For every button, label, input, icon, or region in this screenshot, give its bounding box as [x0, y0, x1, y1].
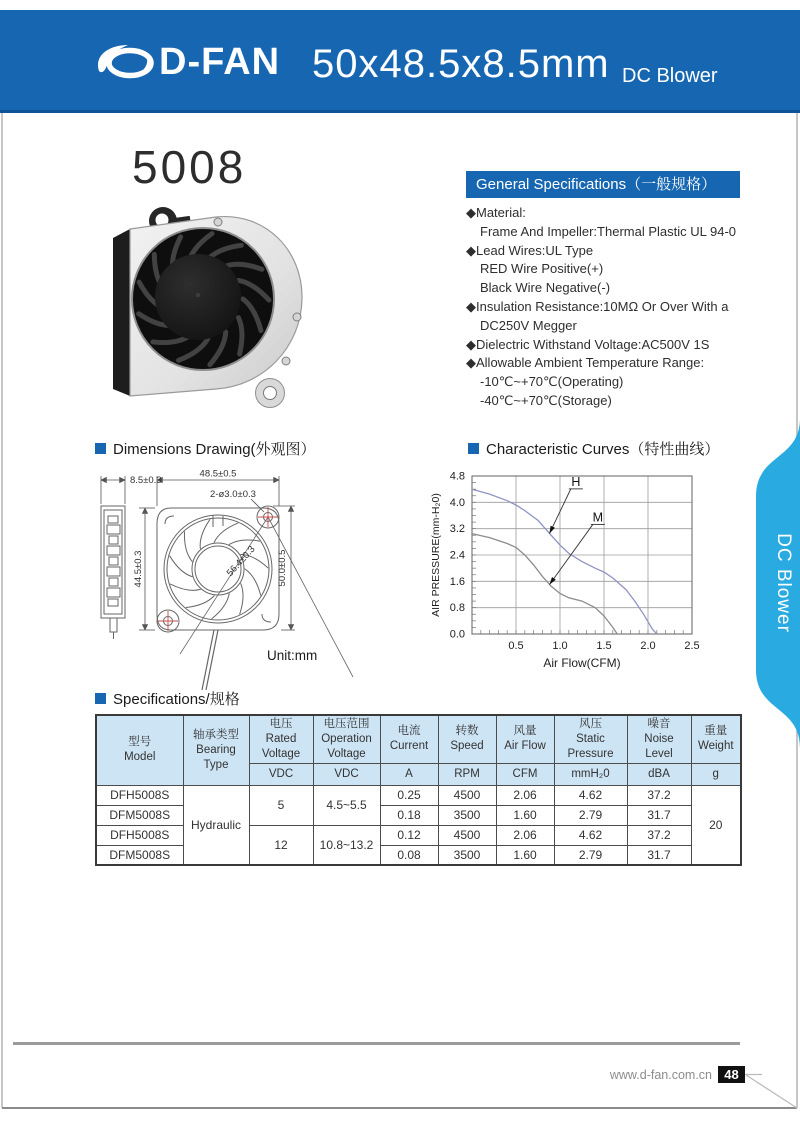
unit-pressure: mmH₂0 [554, 763, 627, 785]
spec-item: ◆Insulation Resistance:10MΩ Or Over With a [466, 298, 729, 314]
section-dimensions [95, 438, 316, 459]
svg-text:1.5: 1.5 [596, 640, 612, 652]
unit-rated-voltage: VDC [249, 763, 313, 785]
col-header-bearing: 轴承类型 Bearing Type [183, 715, 249, 785]
col-header-pressure: 风压 Static Pressure [554, 715, 627, 763]
brand-name: D-FAN [159, 40, 281, 83]
footer-rule [13, 1042, 740, 1045]
specifications-table [95, 714, 742, 866]
section-bullet-icon [95, 443, 106, 454]
dimensions-drawing [85, 462, 415, 697]
svg-text:2.0: 2.0 [640, 640, 656, 652]
side-tab-label: DC Blower [773, 533, 794, 633]
spec-item: DC250V Megger [480, 317, 577, 333]
cell-rated: 5 [249, 785, 313, 825]
col-header-model: 型号 Model [96, 715, 183, 785]
spec-item: ◆Dielectric Withstand Voltage:AC500V 1S [466, 336, 710, 352]
svg-text:0.5: 0.5 [508, 640, 524, 652]
cell-current: 0.12 [380, 825, 438, 845]
cell-pressure: 2.79 [554, 845, 627, 865]
dim-diagonal-label: 56.4±0.3 [224, 543, 258, 579]
cell-operation: 10.8~13.2 [313, 825, 380, 865]
svg-text:3.2: 3.2 [449, 523, 465, 536]
svg-text:2.5: 2.5 [684, 640, 700, 652]
cell-model: DFM5008S [96, 845, 183, 865]
spec-item: ◆Lead Wires:UL Type [466, 242, 594, 258]
section-title-text: Characteristic Curves（特性曲线） [486, 441, 720, 458]
cell-current: 0.25 [380, 785, 438, 805]
cell-model: DFH5008S [96, 785, 183, 805]
spec-item: -10℃~+70℃(Operating) [480, 374, 624, 390]
svg-text:0.8: 0.8 [449, 602, 465, 615]
page-title: 50x48.5x8.5mm [312, 42, 610, 86]
cell-rated: 12 [249, 825, 313, 865]
section-bullet-icon [468, 443, 479, 454]
page-subtitle: DC Blower [622, 65, 718, 87]
cell-airflow: 2.06 [496, 825, 554, 845]
table-row [96, 785, 741, 805]
col-header-current: 电流 Current [380, 715, 438, 763]
website-link[interactable]: www.d-fan.com.cn [609, 1068, 712, 1082]
spec-item: Frame And Impeller:Thermal Plastic UL 94-0 [480, 223, 737, 239]
unit-label: Unit:mm [267, 648, 318, 663]
section-curves [468, 438, 719, 459]
spec-item: ◆Material: [466, 205, 526, 220]
spec-item: -40℃~+70℃(Storage) [480, 392, 612, 408]
cell-speed: 3500 [438, 845, 496, 865]
cell-airflow: 1.60 [496, 805, 554, 825]
cell-operation: 4.5~5.5 [313, 785, 380, 825]
svg-text:M: M [592, 510, 604, 525]
model-number: 5008 [132, 141, 247, 193]
col-header-airflow: 风量 Air Flow [496, 715, 554, 763]
cell-airflow: 1.60 [496, 845, 554, 865]
spec-item: ◆Allowable Ambient Temperature Range: [466, 355, 705, 371]
unit-operation-voltage: VDC [313, 763, 380, 785]
cell-noise: 37.2 [627, 825, 691, 845]
dim-holes-label: 2-ø3.0±0.3 [210, 489, 256, 500]
unit-weight: g [691, 763, 741, 785]
cell-airflow: 2.06 [496, 785, 554, 805]
cell-model: DFH5008S [96, 825, 183, 845]
cell-speed: 4500 [438, 785, 496, 805]
svg-text:2.4: 2.4 [449, 549, 465, 562]
spec-item: RED Wire Positive(+) [480, 261, 604, 277]
dc-blower-side-tab [756, 418, 800, 748]
page-header [0, 10, 800, 113]
section-title-text: Dimensions Drawing(外观图） [113, 441, 316, 458]
col-header-rated-voltage: 电压 Rated Voltage [249, 715, 313, 763]
fan-swoosh-icon [95, 38, 157, 86]
unit-noise: dBA [627, 763, 691, 785]
characteristic-curves-chart [428, 462, 703, 677]
spec-item: Black Wire Negative(-) [480, 280, 611, 296]
col-header-weight: 重量 Weight [691, 715, 741, 763]
svg-text:4.0: 4.0 [449, 496, 465, 509]
dim-height-left-label: 44.5±0.3 [133, 550, 144, 588]
brand-logo [95, 38, 280, 86]
col-header-noise: 噪音 Noise Level [627, 715, 691, 763]
cell-bearing: Hydraulic [183, 785, 249, 865]
section-title-text: Specifications/规格 [113, 691, 240, 708]
cell-model: DFM5008S [96, 805, 183, 825]
svg-text:H: H [571, 474, 581, 489]
general-specs-banner: General Specifications（一般规格） [466, 171, 740, 198]
general-specs-list [466, 204, 756, 411]
cell-speed: 3500 [438, 805, 496, 825]
unit-airflow: CFM [496, 763, 554, 785]
cell-speed: 4500 [438, 825, 496, 845]
unit-current: A [380, 763, 438, 785]
cell-pressure: 4.62 [554, 825, 627, 845]
cell-noise: 37.2 [627, 785, 691, 805]
cell-current: 0.08 [380, 845, 438, 865]
svg-text:4.8: 4.8 [449, 470, 465, 483]
cell-pressure: 4.62 [554, 785, 627, 805]
svg-text:0.0: 0.0 [449, 628, 465, 641]
cell-noise: 31.7 [627, 805, 691, 825]
cell-current: 0.18 [380, 805, 438, 825]
cell-weight: 20 [691, 785, 741, 865]
svg-text:Air Flow(CFM): Air Flow(CFM) [543, 656, 621, 670]
svg-text:AIR PRESSURE(mm-H₂0): AIR PRESSURE(mm-H₂0) [430, 493, 442, 617]
svg-text:1.0: 1.0 [552, 640, 568, 652]
page-number: 48 [718, 1066, 745, 1083]
cell-noise: 31.7 [627, 845, 691, 865]
svg-text:1.6: 1.6 [449, 575, 465, 588]
dim-width-label: 48.5±0.5 [199, 468, 237, 480]
dim-height-right-label: 50.0±0.5 [277, 549, 288, 587]
col-header-speed: 转数 Speed [438, 715, 496, 763]
product-photo [100, 196, 310, 411]
cell-pressure: 2.79 [554, 805, 627, 825]
col-header-operation-voltage: 电压范围 Operation Voltage [313, 715, 380, 763]
unit-speed: RPM [438, 763, 496, 785]
dim-thickness-label: 8.5±0.3 [130, 475, 162, 486]
